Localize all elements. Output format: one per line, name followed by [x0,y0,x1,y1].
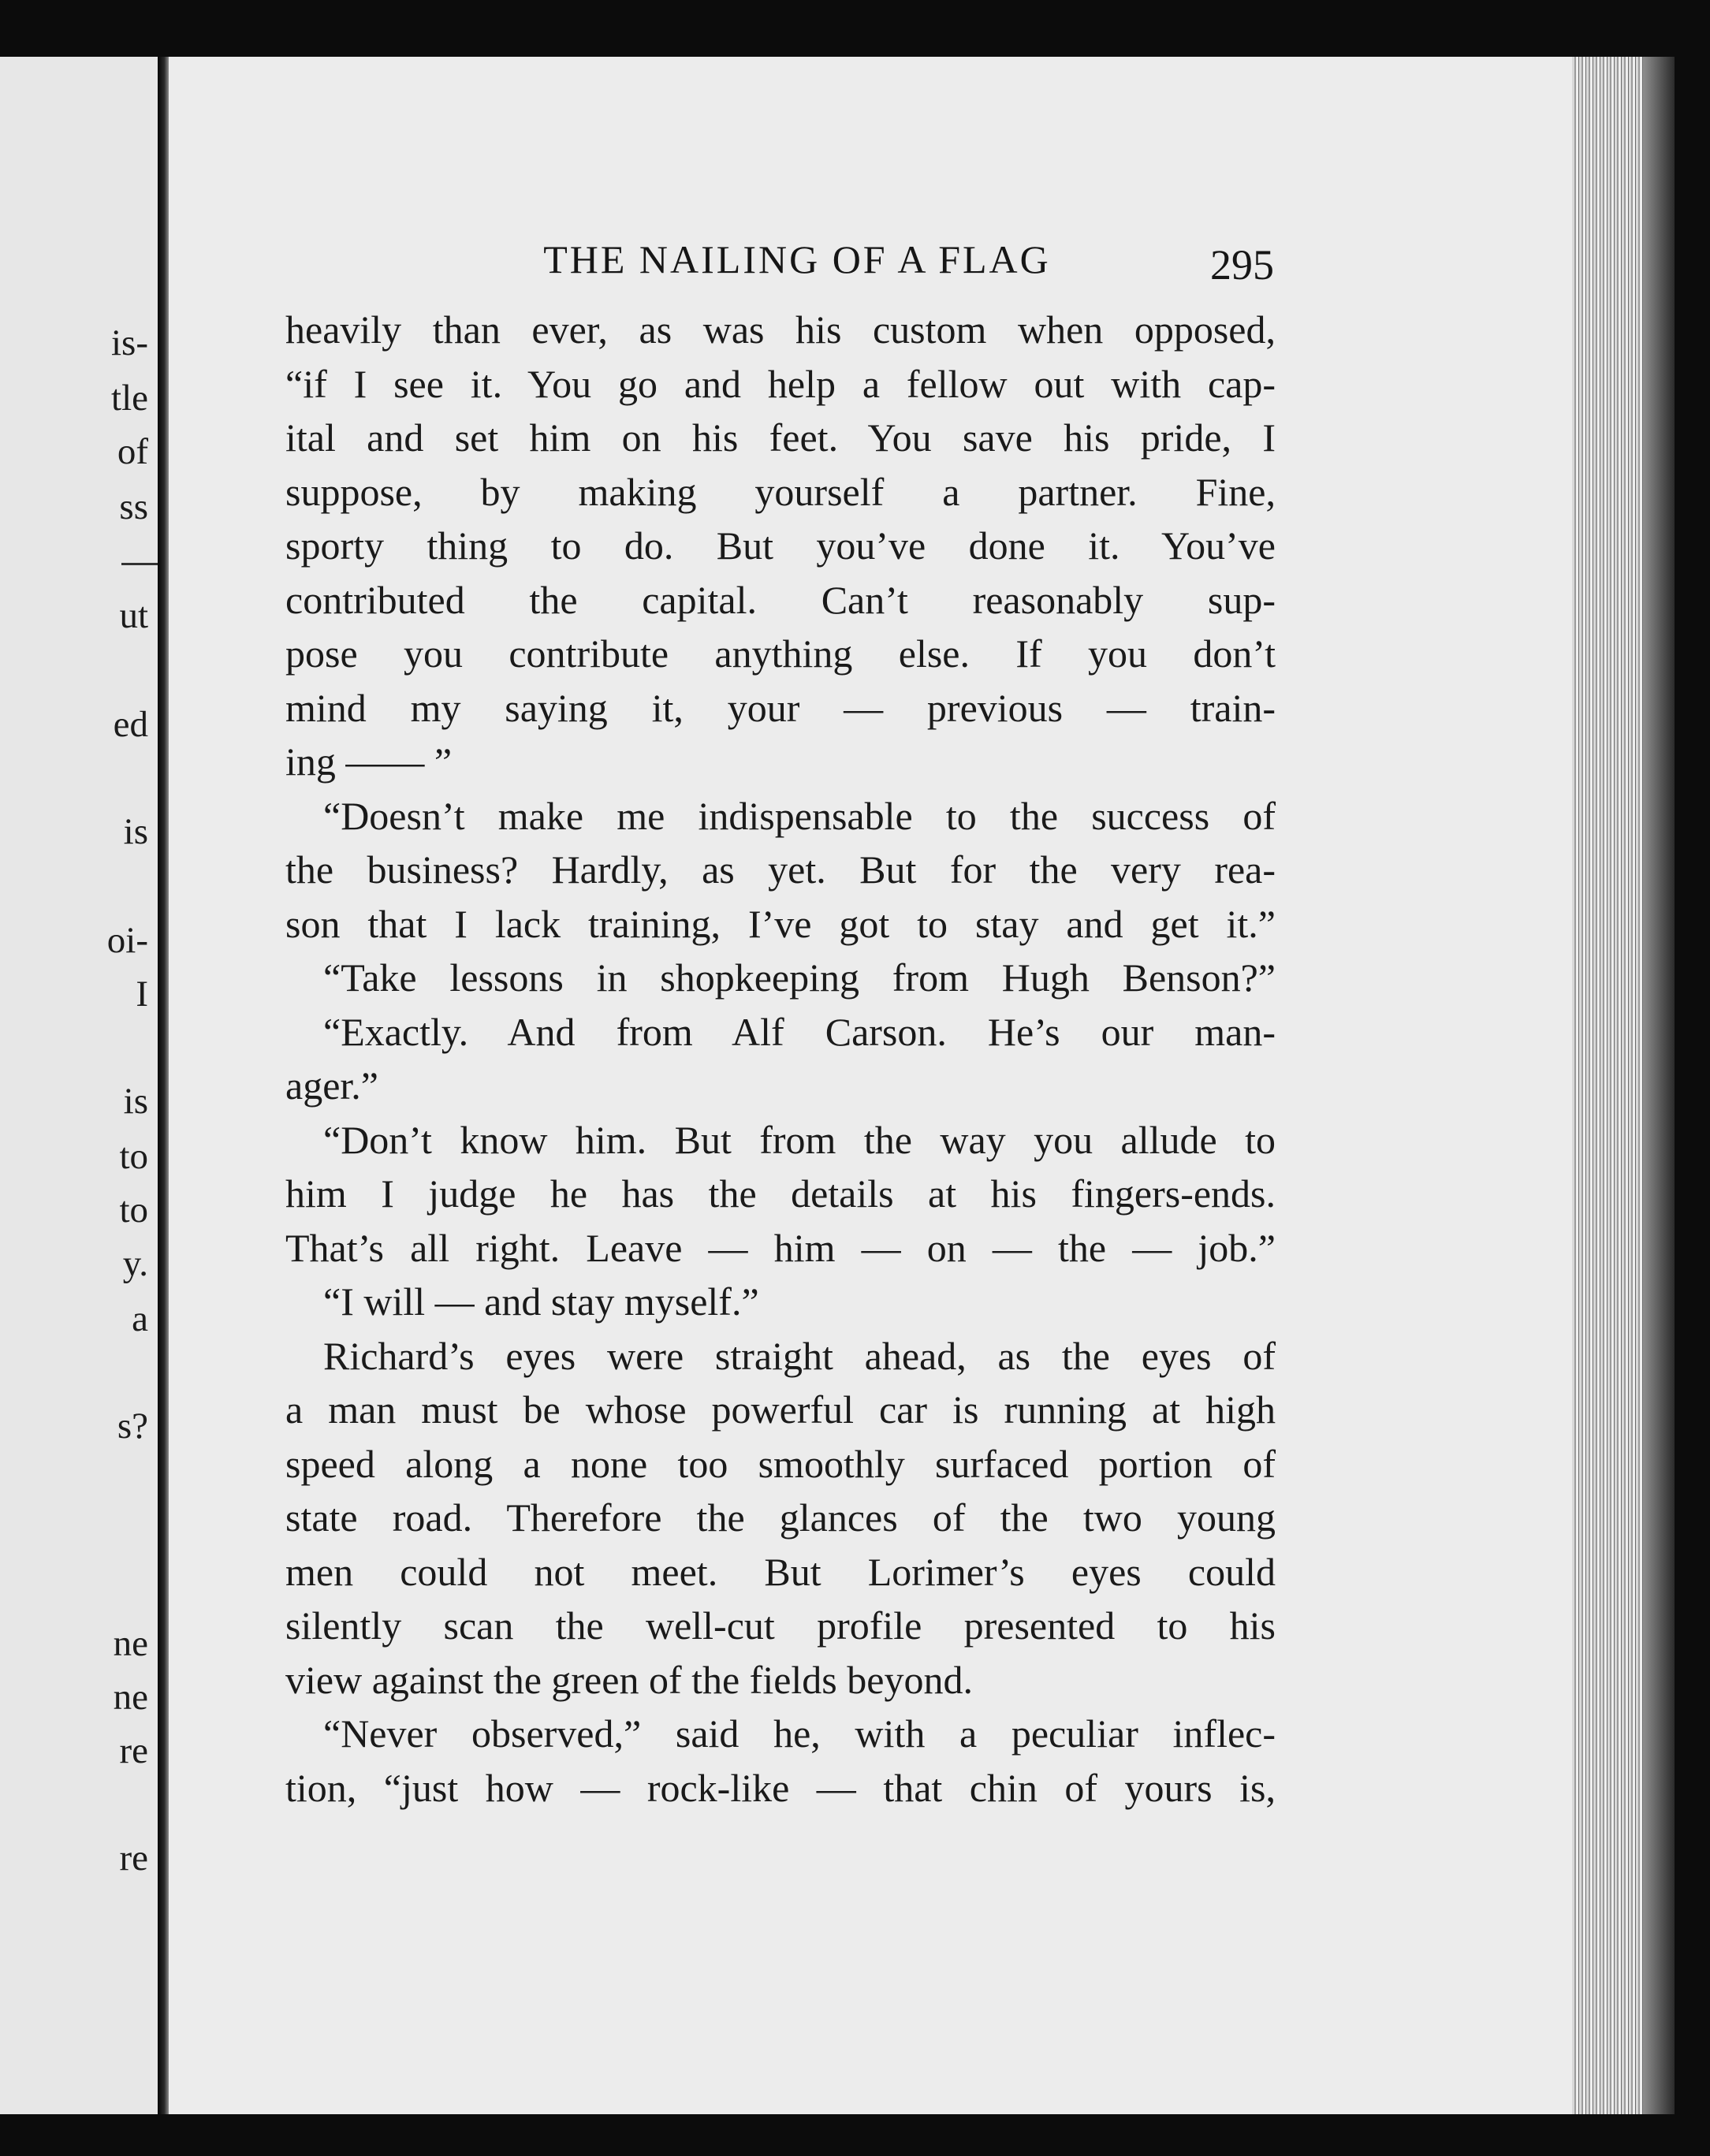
text-line: mind my saying it, your — previous — train- [285,685,1276,730]
text-line: state road. Therefore the glances of the two young [285,1495,1276,1540]
text-line: him I judge he has the details at his fingers-ends. [285,1171,1276,1216]
left-page-fragment: ut [119,595,148,636]
text-line: ager.” [285,1063,378,1108]
text-line: heavily than ever, as was his custom when opposed, [285,307,1276,352]
left-page-fragment: ss [119,486,148,527]
page-number: 295 [1210,241,1274,289]
text-line: “I will — and stay myself.” [323,1279,759,1324]
book-gutter [158,57,169,2114]
text-line: tion, “just how — rock-like — that chin of yours is, [285,1765,1276,1810]
left-page-fragment: I [136,974,148,1015]
text-line: contributed the capital. Can’t reasonably sup- [285,577,1276,622]
left-page-fragment: to [119,1136,148,1177]
text-line: “Don’t know him. But from the way you allude to [323,1117,1276,1162]
text-line: That’s all right. Leave — him — on — the — job.” [285,1225,1276,1270]
left-page-fragment: tle [111,378,148,419]
text-line: silently scan the well-cut profile presented to his [285,1603,1276,1648]
left-page-fragment: ne [113,1623,148,1664]
text-line: pose you contribute anything else. If you don’t [285,631,1276,676]
left-page-fragment: is [123,1081,148,1122]
text-line: “if I see it. You go and help a fellow out with cap- [285,361,1276,406]
left-page-fragment: is [123,811,148,852]
left-page-fragment: re [119,1730,148,1771]
left-page-fragment: re [119,1838,148,1879]
text-line: men could not meet. But Lorimer’s eyes could [285,1549,1276,1594]
left-page-fragment: oi- [106,920,148,961]
text-line: the business? Hardly, as yet. But for the very rea- [285,847,1276,892]
text-line: sporty thing to do. But you’ve done it. You’ve [285,523,1276,568]
text-line: “Take lessons in shopkeeping from Hugh Benson?” [323,955,1276,1000]
left-page-fragment: ne [113,1677,148,1718]
left-page-fragment: is- [111,322,148,363]
text-line: Richard’s eyes were straight ahead, as the eyes of [323,1333,1276,1378]
left-page-fragment: ed [113,704,148,745]
text-line: speed along a none too smoothly surfaced portion of [285,1441,1276,1486]
text-line: “Doesn’t make me indispensable to the success of [323,793,1276,838]
text-line: view against the green of the fields beyond. [285,1657,973,1702]
body-text [285,303,1276,1815]
page-edges-shadow [1643,57,1675,2114]
text-line: a man must be whose powerful car is running at high [285,1387,1276,1432]
running-head: THE NAILING OF A FLAG [543,237,1051,281]
left-page-fragment: to [119,1190,148,1231]
page-edges [1572,57,1643,2114]
left-page-rule [121,563,158,565]
text-line: “Exactly. And from Alf Carson. He’s our man- [323,1009,1276,1054]
text-line: son that I lack training, I’ve got to stay and get it.” [285,901,1276,946]
left-page-fragment: y. [122,1243,148,1284]
left-page-fragment: a [132,1298,148,1339]
left-page-fragment: s? [117,1406,148,1447]
text-line: ing —— ” [285,739,453,784]
left-facing-page [0,57,158,2114]
left-page-fragment: of [117,431,148,472]
text-line: ital and set him on his feet. You save his pride, I [285,415,1276,460]
text-line: suppose, by making yourself a partner. Fine, [285,469,1276,514]
text-line: “Never observed,” said he, with a peculiar inflec- [323,1711,1276,1756]
